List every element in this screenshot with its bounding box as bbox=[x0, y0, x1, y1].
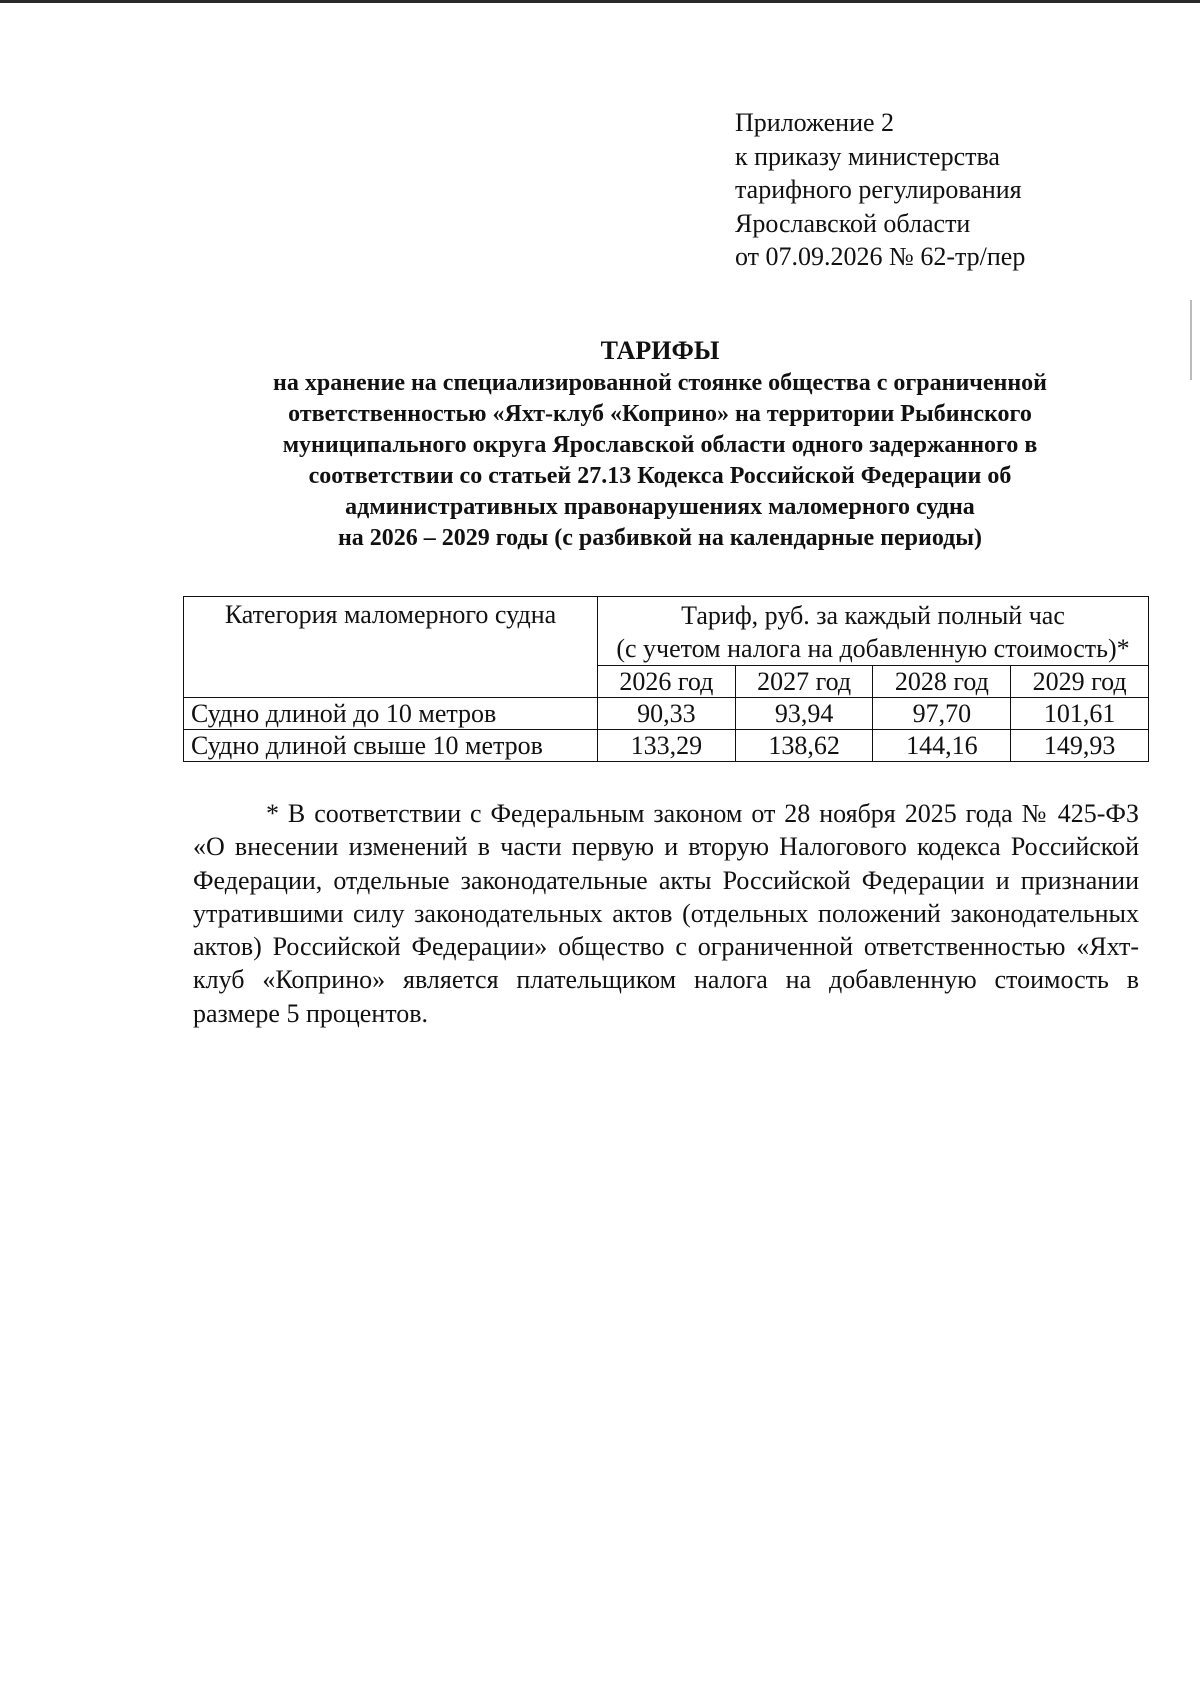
category-header: Категория маломерного судна bbox=[184, 597, 598, 698]
table-row bbox=[184, 730, 1149, 762]
scan-edge-right bbox=[1190, 300, 1192, 380]
year-header: 2027 год bbox=[735, 666, 873, 698]
year-header: 2029 год bbox=[1011, 666, 1149, 698]
title-line: муниципального округа Ярославской области одного задержанного в bbox=[282, 432, 1038, 458]
scan-edge-top bbox=[0, 0, 1200, 3]
tariff-table bbox=[183, 596, 1149, 762]
row-label: Судно длиной свыше 10 метров bbox=[184, 730, 598, 762]
footnote bbox=[193, 797, 1139, 1030]
tariff-cell: 101,61 bbox=[1011, 698, 1149, 730]
tariff-cell: 138,62 bbox=[735, 730, 873, 762]
row-label: Судно длиной до 10 метров bbox=[184, 698, 598, 730]
tariff-cell: 90,33 bbox=[598, 698, 736, 730]
appendix-block bbox=[735, 106, 1025, 274]
title-heading: ТАРИФЫ bbox=[600, 336, 720, 365]
title-line: соответствии со статьей 27.13 Кодекса Российской Федерации об bbox=[308, 463, 1012, 489]
year-header: 2026 год bbox=[598, 666, 736, 698]
appendix-line: тарифного регулирования bbox=[735, 175, 1022, 204]
tariff-header-line: Тариф, руб. за каждый полный час bbox=[681, 601, 1065, 630]
title-line: на хранение на специализированной стоянке общества с ограниченной bbox=[273, 370, 1047, 396]
tariff-cell: 133,29 bbox=[598, 730, 736, 762]
tariff-header bbox=[598, 597, 1149, 666]
tariff-cell: 149,93 bbox=[1011, 730, 1149, 762]
appendix-line: Приложение 2 bbox=[735, 108, 895, 137]
appendix-line: к приказу министерства bbox=[735, 141, 1000, 171]
title-line: ответственностью «Яхт-клуб «Коприно» на территории Рыбинского bbox=[288, 401, 1032, 427]
appendix-line: от 07.09.2026 № 62-тр/пер bbox=[735, 242, 1026, 271]
document-title bbox=[180, 335, 1140, 554]
tariff-cell: 93,94 bbox=[735, 698, 873, 730]
title-line: на 2026 – 2029 годы (с разбивкой на календарные периоды) bbox=[337, 525, 983, 551]
tariff-cell: 97,70 bbox=[873, 698, 1011, 730]
year-header: 2028 год bbox=[873, 666, 1011, 698]
footnote-text: * В соответствии с Федеральным законом от 28 ноября 2025 года № 425-ФЗ «О внесении изменений в части первую и вторую Налогового кодекса Российской Федерации, отдельные законодательные акты Российской Федерации и признании утратившими силу законодательных актов (отдельных положений законодательных актов) Российской Федерации» общество с ограниченной ответственностью «Яхт-клуб «Коприно» является плательщиком налога на добавленную стоимость в размере 5 процентов. bbox=[193, 799, 1139, 1028]
tariff-header-line: (с учетом налога на добавленную стоимость)* bbox=[616, 634, 1130, 663]
table-header-row bbox=[184, 597, 1149, 666]
tariff-cell: 144,16 bbox=[873, 730, 1011, 762]
title-line: административных правонарушениях маломерного судна bbox=[345, 494, 975, 520]
table-row bbox=[184, 698, 1149, 730]
appendix-line: Ярославской области bbox=[735, 208, 971, 238]
